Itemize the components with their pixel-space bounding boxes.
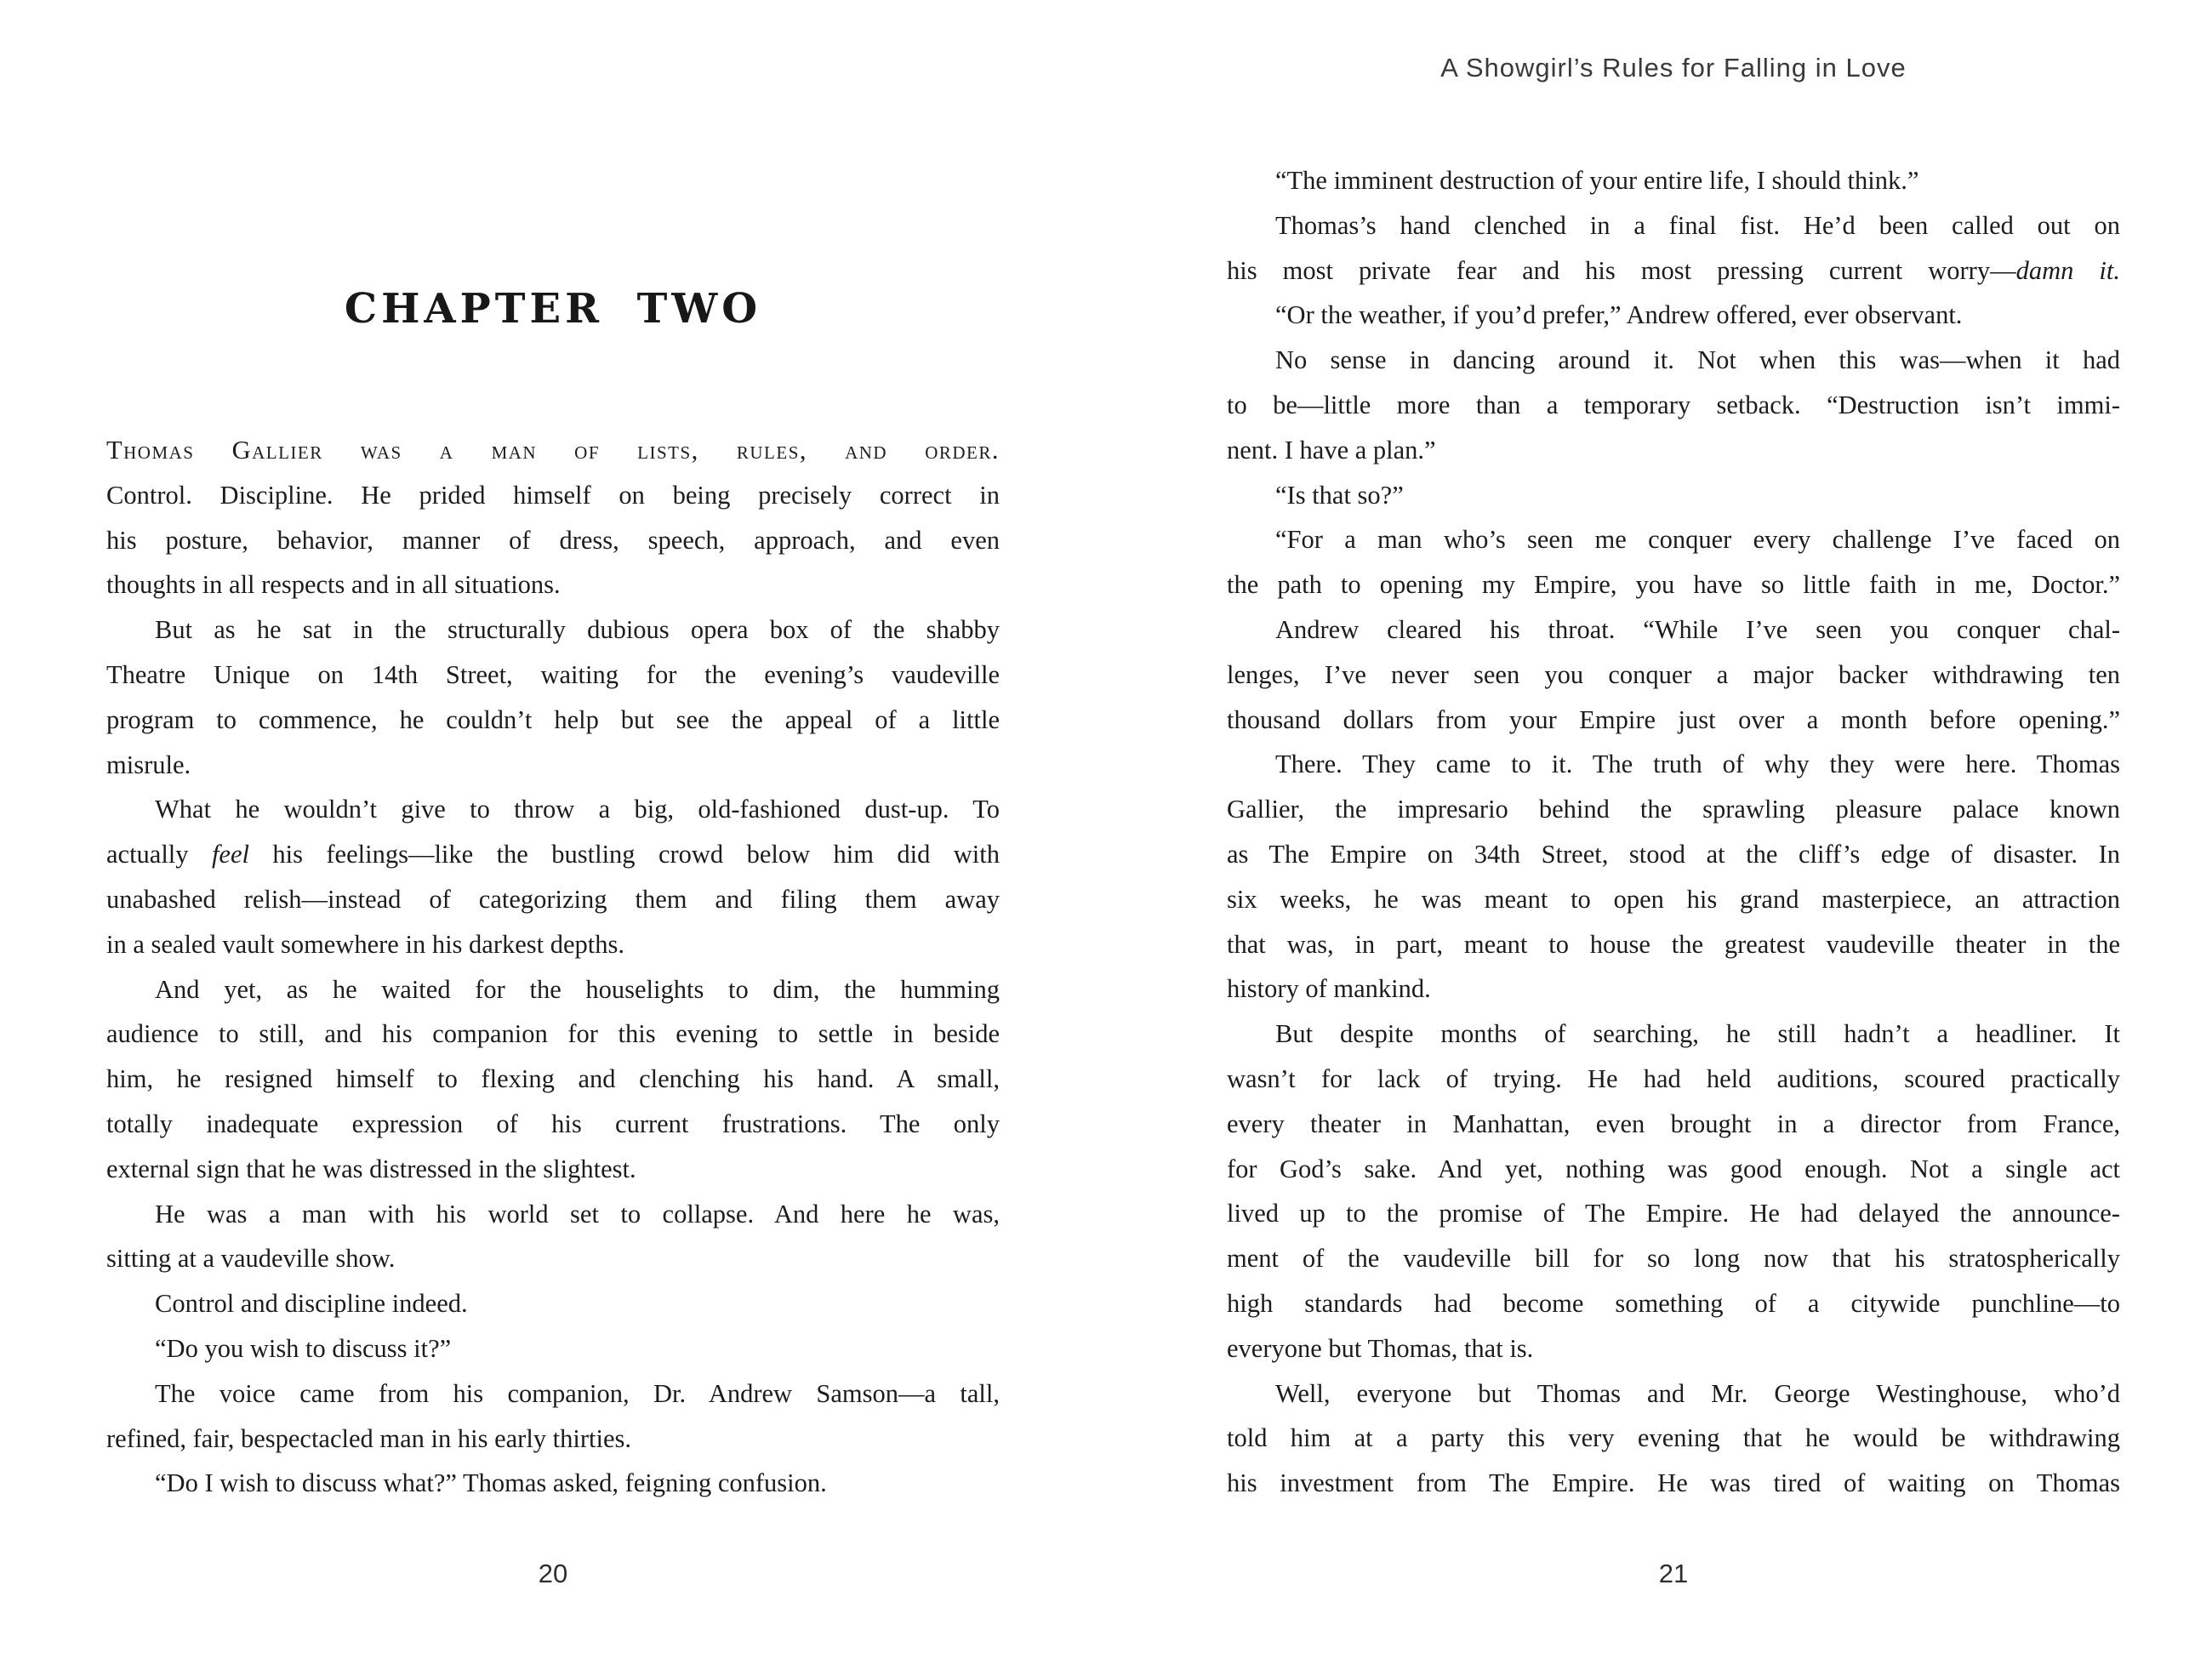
paragraph xyxy=(1227,517,2120,607)
text-line: high standards had become something of a citywide punchline—to xyxy=(1227,1288,2120,1318)
paragraph xyxy=(106,1461,1000,1506)
paragraph xyxy=(1227,293,2120,338)
text-line: And yet, as he waited for the houselights to dim, the humming xyxy=(155,974,1000,1004)
text-line: Control and discipline indeed. xyxy=(155,1289,468,1319)
text-line: Control. Discipline. He prided himself on being precisely correct in xyxy=(106,480,1000,510)
right-page-number: 21 xyxy=(1658,1559,1689,1588)
text-line: misrule. xyxy=(106,750,191,779)
text-line: Well, everyone but Thomas and Mr. George Westinghouse, who’d xyxy=(1275,1378,2120,1408)
text-line: totally inadequate expression of his current frustrations. The only xyxy=(106,1109,1000,1138)
text-line: as The Empire on 34th Street, stood at the cliff’s edge of disaster. In xyxy=(1227,839,2120,869)
text-line: program to commence, he couldn’t help but see the appeal of a little xyxy=(106,704,1000,734)
text-line: told him at a party this very evening that he would be withdrawing xyxy=(1227,1423,2120,1453)
text-line: his investment from The Empire. He was tired of waiting on Thomas xyxy=(1227,1468,2120,1498)
text-line: audience to still, and his companion for this evening to settle in beside xyxy=(106,1019,1000,1049)
text-line: No sense in dancing around it. Not when this was—when it had xyxy=(1275,345,2120,375)
paragraph xyxy=(1227,1012,2120,1371)
paragraph xyxy=(1227,473,2120,518)
text-line: Gallier, the impresario behind the sprawling pleasure palace known xyxy=(1227,795,2120,824)
text-line: He was a man with his world set to collapse. And here he was, xyxy=(155,1199,1000,1229)
paragraph xyxy=(106,607,1000,787)
text-line: “For a man who’s seen me conquer every challenge I’ve faced on xyxy=(1275,525,2120,555)
text-line: him, he resigned himself to flexing and clenching his hand. A small, xyxy=(106,1064,1000,1094)
text-line: external sign that he was distressed in the slightest. xyxy=(106,1154,636,1183)
text-line: nent. I have a plan.” xyxy=(1227,435,1436,465)
text-line: that was, in part, meant to house the greatest vaudeville theater in the xyxy=(1227,929,2120,959)
chapter-title: CHAPTER TWO xyxy=(344,285,762,333)
right-page-body xyxy=(1227,158,2120,1506)
text-line: thoughts in all respects and in all situations. xyxy=(106,570,561,600)
text-line: There. They came to it. The truth of why they were here. Thomas xyxy=(1275,750,2120,779)
text-line: “Do I wish to discuss what?” Thomas asked, feigning confusion. xyxy=(155,1468,827,1498)
text-line: the path to opening my Empire, you have so little faith in me, Doctor.” xyxy=(1227,570,2120,600)
text-line: everyone but Thomas, that is. xyxy=(1227,1333,1534,1363)
text-line: his most private fear and his most pressing current worry—damn it. xyxy=(1227,255,2120,285)
text-line: Thomas Gallier was a man of lists, rules, and order. xyxy=(106,436,1000,465)
paragraph xyxy=(1227,742,2120,1012)
paragraph xyxy=(1227,1371,2120,1506)
left-page-body xyxy=(106,428,1000,1506)
text-line: his posture, behavior, manner of dress, speech, approach, and even xyxy=(106,525,1000,555)
paragraph xyxy=(106,1192,1000,1282)
text-line: But despite months of searching, he still hadn’t a headliner. It xyxy=(1275,1019,2120,1049)
left-page-number: 20 xyxy=(538,1559,568,1588)
paragraph xyxy=(106,428,1000,607)
text-line: “Do you wish to discuss it?” xyxy=(155,1333,452,1363)
text-line: unabashed relish—instead of categorizing them and filing them away xyxy=(106,884,1000,914)
text-line: every theater in Manhattan, even brought in a director from France, xyxy=(1227,1109,2120,1138)
text-line: lenges, I’ve never seen you conquer a major backer withdrawing ten xyxy=(1227,659,2120,689)
paragraph xyxy=(106,1281,1000,1326)
paragraph xyxy=(106,1371,1000,1462)
text-line: Andrew cleared his throat. “While I’ve seen you conquer chal- xyxy=(1275,614,2120,644)
text-line: wasn’t for lack of trying. He had held auditions, scoured practically xyxy=(1227,1063,2120,1093)
paragraph xyxy=(106,787,1000,966)
text-line: Thomas’s hand clenched in a final fist. He’d been called out on xyxy=(1275,210,2120,240)
paragraph xyxy=(106,1326,1000,1371)
text-line: refined, fair, bespectacled man in his early thirties. xyxy=(106,1423,631,1453)
text-line: lived up to the promise of The Empire. He had delayed the announce- xyxy=(1227,1199,2120,1229)
text-line: The voice came from his companion, Dr. Andrew Samson—a tall, xyxy=(155,1378,1000,1408)
text-line: Theatre Unique on 14th Street, waiting for the evening’s vaudeville xyxy=(106,659,1000,689)
paragraph xyxy=(106,967,1000,1192)
text-line: thousand dollars from your Empire just over a month before opening.” xyxy=(1227,704,2120,734)
paragraph xyxy=(1227,607,2120,742)
text-line: “Is that so?” xyxy=(1275,480,1404,510)
text-line: to be—little more than a temporary setback. “Destruction isn’t immi- xyxy=(1227,390,2120,419)
paragraph xyxy=(1227,203,2120,294)
text-line: What he wouldn’t give to throw a big, old-fashioned dust-up. To xyxy=(155,795,1000,824)
text-line: ment of the vaudeville bill for so long now that his stratospherically xyxy=(1227,1244,2120,1274)
text-line: sitting at a vaudeville show. xyxy=(106,1244,396,1274)
text-line: in a sealed vault somewhere in his darkest depths. xyxy=(106,929,624,959)
text-line: history of mankind. xyxy=(1227,974,1431,1004)
paragraph xyxy=(1227,158,2120,203)
paragraph xyxy=(1227,338,2120,472)
text-line: But as he sat in the structurally dubious opera box of the shabby xyxy=(155,615,1000,645)
text-line: six weeks, he was meant to open his grand masterpiece, an attraction xyxy=(1227,884,2120,914)
text-line: “The imminent destruction of your entire life, I should think.” xyxy=(1275,166,1919,195)
text-line: “Or the weather, if you’d prefer,” Andrew offered, ever observant. xyxy=(1275,300,1963,330)
text-line: for God’s sake. And yet, nothing was good enough. Not a single act xyxy=(1227,1154,2120,1183)
text-line: actually feel his feelings—like the bustling crowd below him did with xyxy=(106,840,1000,869)
running-header: A Showgirl’s Rules for Falling in Love xyxy=(1440,53,1907,83)
